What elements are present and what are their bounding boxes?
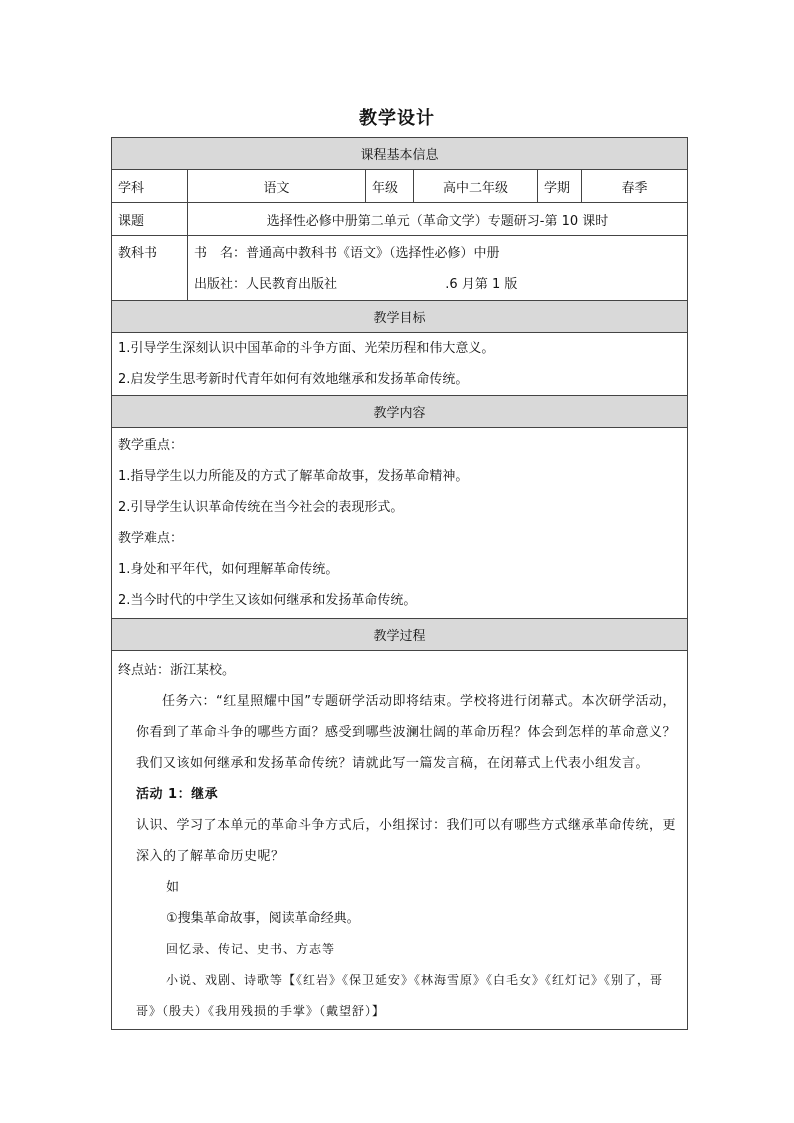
discussion-paragraph: 认识、学习了本单元的革命斗争方式后，小组探讨：我们可以有哪些方式继承革命传统，更深入的了解革命历史呢？ [136, 818, 677, 864]
info-row-subject [112, 170, 688, 203]
section-objectives: 教学目标 [112, 301, 688, 333]
task-paragraph: 任务六：“红星照耀中国”专题研学活动即将结束。学校将进行闭幕式。本次研学活动，你看到了革命斗争的哪些方面？感受到哪些波澜壮阔的革命历程？体会到怎样的革命意义？我们又该如何继承和发扬革命传统？请就此写一篇发言稿，在闭幕式上代表小组发言。 [136, 694, 677, 771]
section-basic-info: 课程基本信息 [112, 138, 688, 170]
publisher: 出版社：人民教育出版社 [194, 277, 338, 292]
key-point-item: 1.指导学生以力所能及的方式了解革命故事，发扬革命精神。 [118, 469, 469, 484]
objectives-row [112, 333, 688, 396]
content-row [112, 428, 688, 619]
section-process: 教学过程 [112, 619, 688, 651]
process-item-1: ①搜集革命故事，阅读革命经典。 [166, 911, 360, 926]
term-label: 学期 [538, 170, 582, 203]
textbook-name: 书 名：普通高中教科书《语文》（选择性必修）中册 [194, 246, 500, 261]
info-row-topic [112, 203, 688, 236]
example-label: 如 [166, 880, 180, 895]
section-content: 教学内容 [112, 396, 688, 428]
textbook-label: 教科书 [118, 246, 158, 261]
term-value: 春季 [582, 170, 688, 203]
process-row [112, 651, 688, 1030]
difficult-points-heading: 教学难点： [118, 531, 184, 546]
topic-label: 课题 [112, 203, 188, 236]
lesson-plan-table [111, 137, 688, 1030]
difficult-point-item: 1.身处和平年代，如何理解革命传统。 [118, 562, 339, 577]
key-point-item: 2.引导学生认识革命传统在当今社会的表现形式。 [118, 500, 404, 515]
info-row-textbook [112, 236, 688, 301]
grade-label: 年级 [366, 170, 414, 203]
topic-value: 选择性必修中册第二单元（革命文学）专题研习-第 10 课时 [188, 203, 688, 236]
subject-label: 学科 [112, 170, 188, 203]
document-title: 教学设计 [359, 108, 435, 129]
activity-title: 活动 1：继承 [136, 787, 219, 802]
handwritten-note-1: 回忆录、传记、史书、方志等 [166, 942, 336, 956]
textbook-publisher-line [194, 269, 681, 300]
objective-item: 2.启发学生思考新时代青年如何有效地继承和发扬革命传统。 [118, 372, 469, 387]
grade-value: 高中二年级 [414, 170, 538, 203]
edition: .6 月第 1 版 [445, 277, 518, 292]
objective-item: 1.引导学生深刻认识中国革命的斗争方面、光荣历程和伟大意义。 [118, 341, 495, 356]
difficult-point-item: 2.当今时代的中学生又该如何继承和发扬革命传统。 [118, 593, 417, 608]
key-points-heading: 教学重点： [118, 438, 184, 453]
terminal-station: 终点站：浙江某校。 [118, 663, 236, 678]
subject-value: 语文 [188, 170, 366, 203]
handwritten-note-2: 小说、戏剧、诗歌等【《红岩》《保卫延安》《林海雪原》《白毛女》《红灯记》《别了，哥哥》（殷夫）《我用残损的手掌》（戴望舒）】 [136, 973, 664, 1018]
